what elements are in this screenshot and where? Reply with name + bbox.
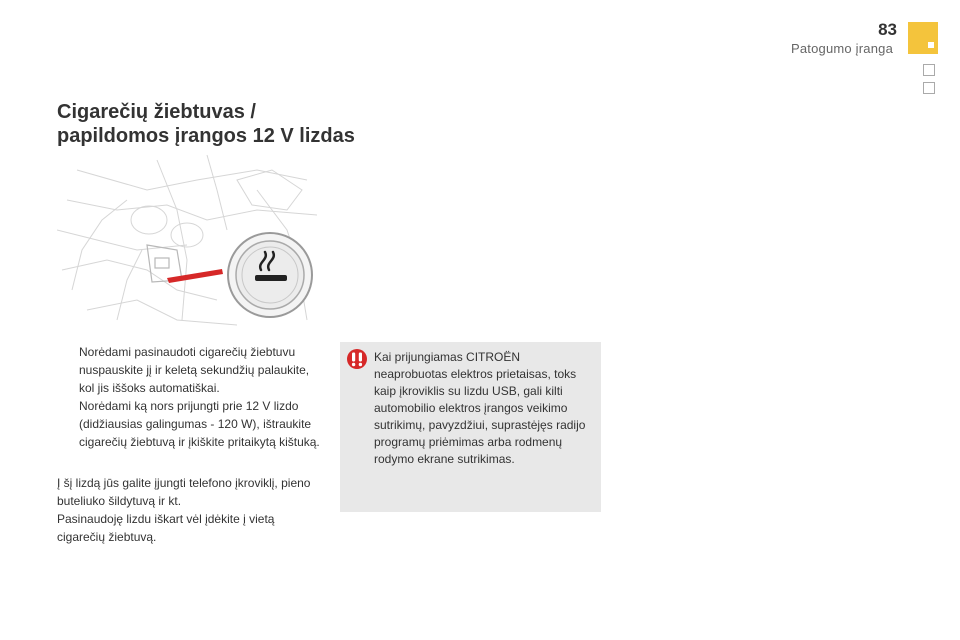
title-line-2: papildomos įrangos 12 V lizdas bbox=[57, 125, 355, 147]
paragraph-line-2: Pasinaudoję lizdu iškart vėl įdėkite į vietą cigarečių žiebtuvą. bbox=[57, 512, 275, 544]
chapter-tab[interactable] bbox=[923, 64, 935, 76]
list-item-text: Norėdami ką nors prijungti prie 12 V lizdo (didžiausias galingumas - 120 W), ištraukite cigarečių žiebtuvą ir įkiškite pritaikytą kištuką. bbox=[79, 399, 320, 449]
instruction-list bbox=[57, 343, 325, 451]
exclamation-warning-icon bbox=[346, 348, 368, 370]
info-paragraph bbox=[57, 474, 317, 546]
list-item-text: Norėdami pasinaudoti cigarečių žiebtuvu nuspauskite jį ir keletą sekundžių palaukite, kol jis iššoks automatiškai. bbox=[79, 345, 310, 395]
warning-box bbox=[340, 342, 601, 512]
page-number: 83 bbox=[878, 20, 897, 39]
paragraph-line-1: Į šį lizdą jūs galite įjungti telefono įkroviklį, pieno buteliuko šildytuvą ir kt. bbox=[57, 476, 311, 508]
chapter-tab[interactable] bbox=[923, 82, 935, 94]
main-title bbox=[57, 100, 355, 148]
section-title: Patogumo įranga bbox=[790, 41, 893, 56]
tab-marker bbox=[928, 42, 934, 48]
title-line-1: Cigarečių žiebtuvas / bbox=[57, 101, 256, 123]
list-item bbox=[57, 397, 325, 451]
list-item bbox=[57, 343, 325, 397]
chapter-tab-active[interactable] bbox=[908, 22, 938, 54]
cigarette-lighter-illustration bbox=[57, 150, 319, 330]
warning-text: Kai prijungiamas CITROËN neaprobuotas elektros prietaisas, toks kaip įkroviklis su lizdu USB, gali kilti automobilio elektros įrangos veikimo sutrikimų, pavyzdžiui, suprastėjęs radijo programų priėmimas arba rodmenų rodymo ekrane sutrikimas. bbox=[374, 350, 586, 466]
